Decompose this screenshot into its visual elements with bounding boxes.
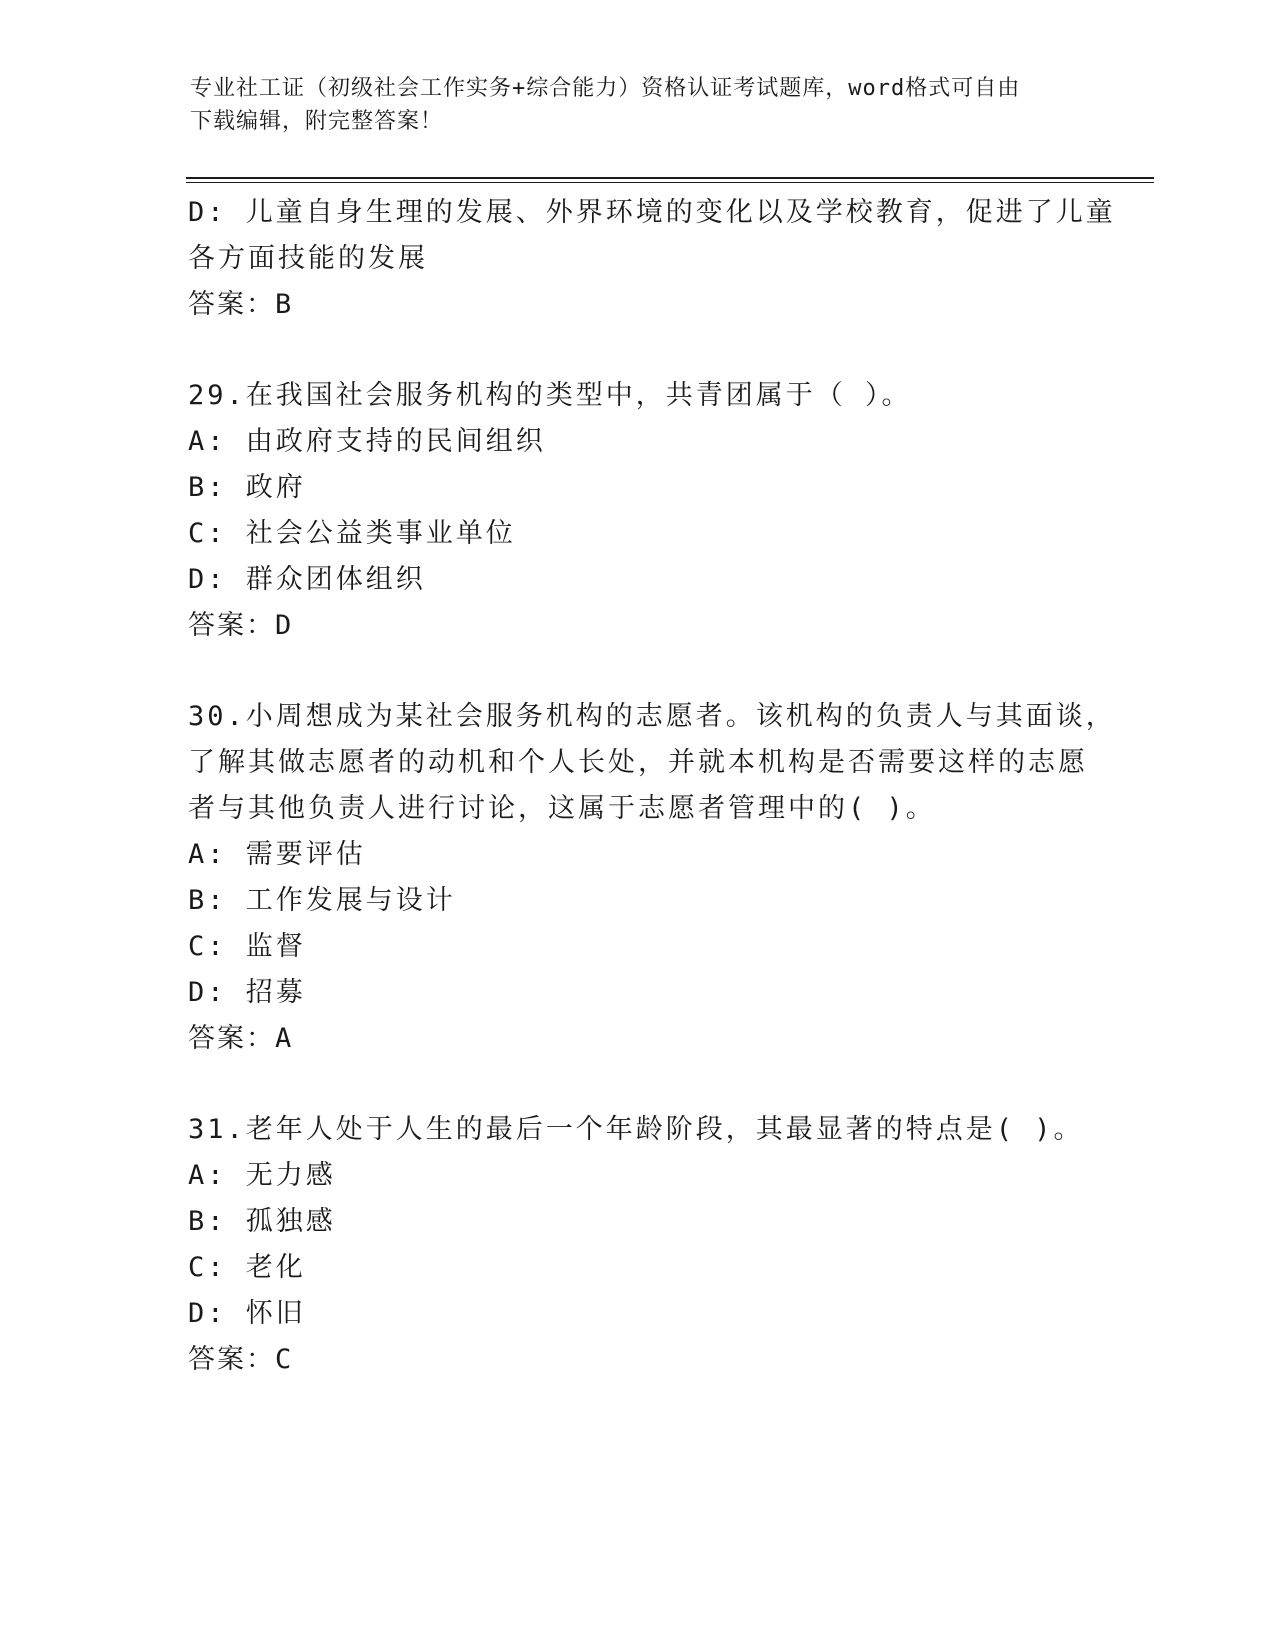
page-header [190, 72, 1090, 138]
question-stem: 31.老年人处于人生的最后一个年龄阶段，其最显著的特点是( )。 [188, 1114, 1084, 1145]
question-stem-line-3: 者与其他负责人进行讨论，这属于志愿者管理中的( )。 [188, 793, 936, 824]
spacer [188, 649, 1088, 694]
option-c: C: 社会公益类事业单位 [188, 518, 516, 549]
question-31 [188, 1107, 1088, 1383]
spacer [188, 328, 1088, 373]
answer-line: 答案：B [188, 289, 294, 320]
option-a: A: 由政府支持的民间组织 [188, 426, 546, 457]
option-d-line-1: D: 儿童自身生理的发展、外界环境的变化以及学校教育，促进了儿童 [188, 197, 1116, 228]
question-stem-line-2: 了解其做志愿者的动机和个人长处，并就本机构是否需要这样的志愿 [188, 747, 1088, 778]
option-b: B: 政府 [188, 472, 306, 503]
header-line-2: 下载编辑，附完整答案！ [190, 109, 444, 134]
option-d: D: 怀旧 [188, 1298, 306, 1329]
answer-line: 答案：A [188, 1023, 294, 1054]
header-line-1: 专业社工证（初级社会工作实务+综合能力）资格认证考试题库，word格式可自由 [190, 76, 1021, 101]
option-d-line-2: 各方面技能的发展 [188, 243, 428, 274]
question-30 [188, 694, 1116, 1062]
option-c: C: 监督 [188, 931, 306, 962]
question-stem-line-1: 30.小周想成为某社会服务机构的志愿者。该机构的负责人与其面谈， [188, 701, 1116, 732]
question-list [188, 190, 1116, 1383]
question-29 [188, 373, 1088, 649]
answer-line: 答案：C [188, 1344, 294, 1375]
answer-line: 答案：D [188, 610, 294, 641]
option-c: C: 老化 [188, 1252, 306, 1283]
question-stem: 29.在我国社会服务机构的类型中，共青团属于（ ）。 [188, 380, 912, 411]
option-a: A: 需要评估 [188, 839, 366, 870]
option-d: D: 招募 [188, 977, 306, 1008]
option-a: A: 无力感 [188, 1160, 336, 1191]
option-d: D: 群众团体组织 [188, 564, 426, 595]
option-b: B: 孤独感 [188, 1206, 336, 1237]
header-divider [186, 177, 1154, 183]
spacer [188, 1062, 1088, 1107]
option-b: B: 工作发展与设计 [188, 885, 456, 916]
previous-question-tail [188, 190, 1116, 328]
